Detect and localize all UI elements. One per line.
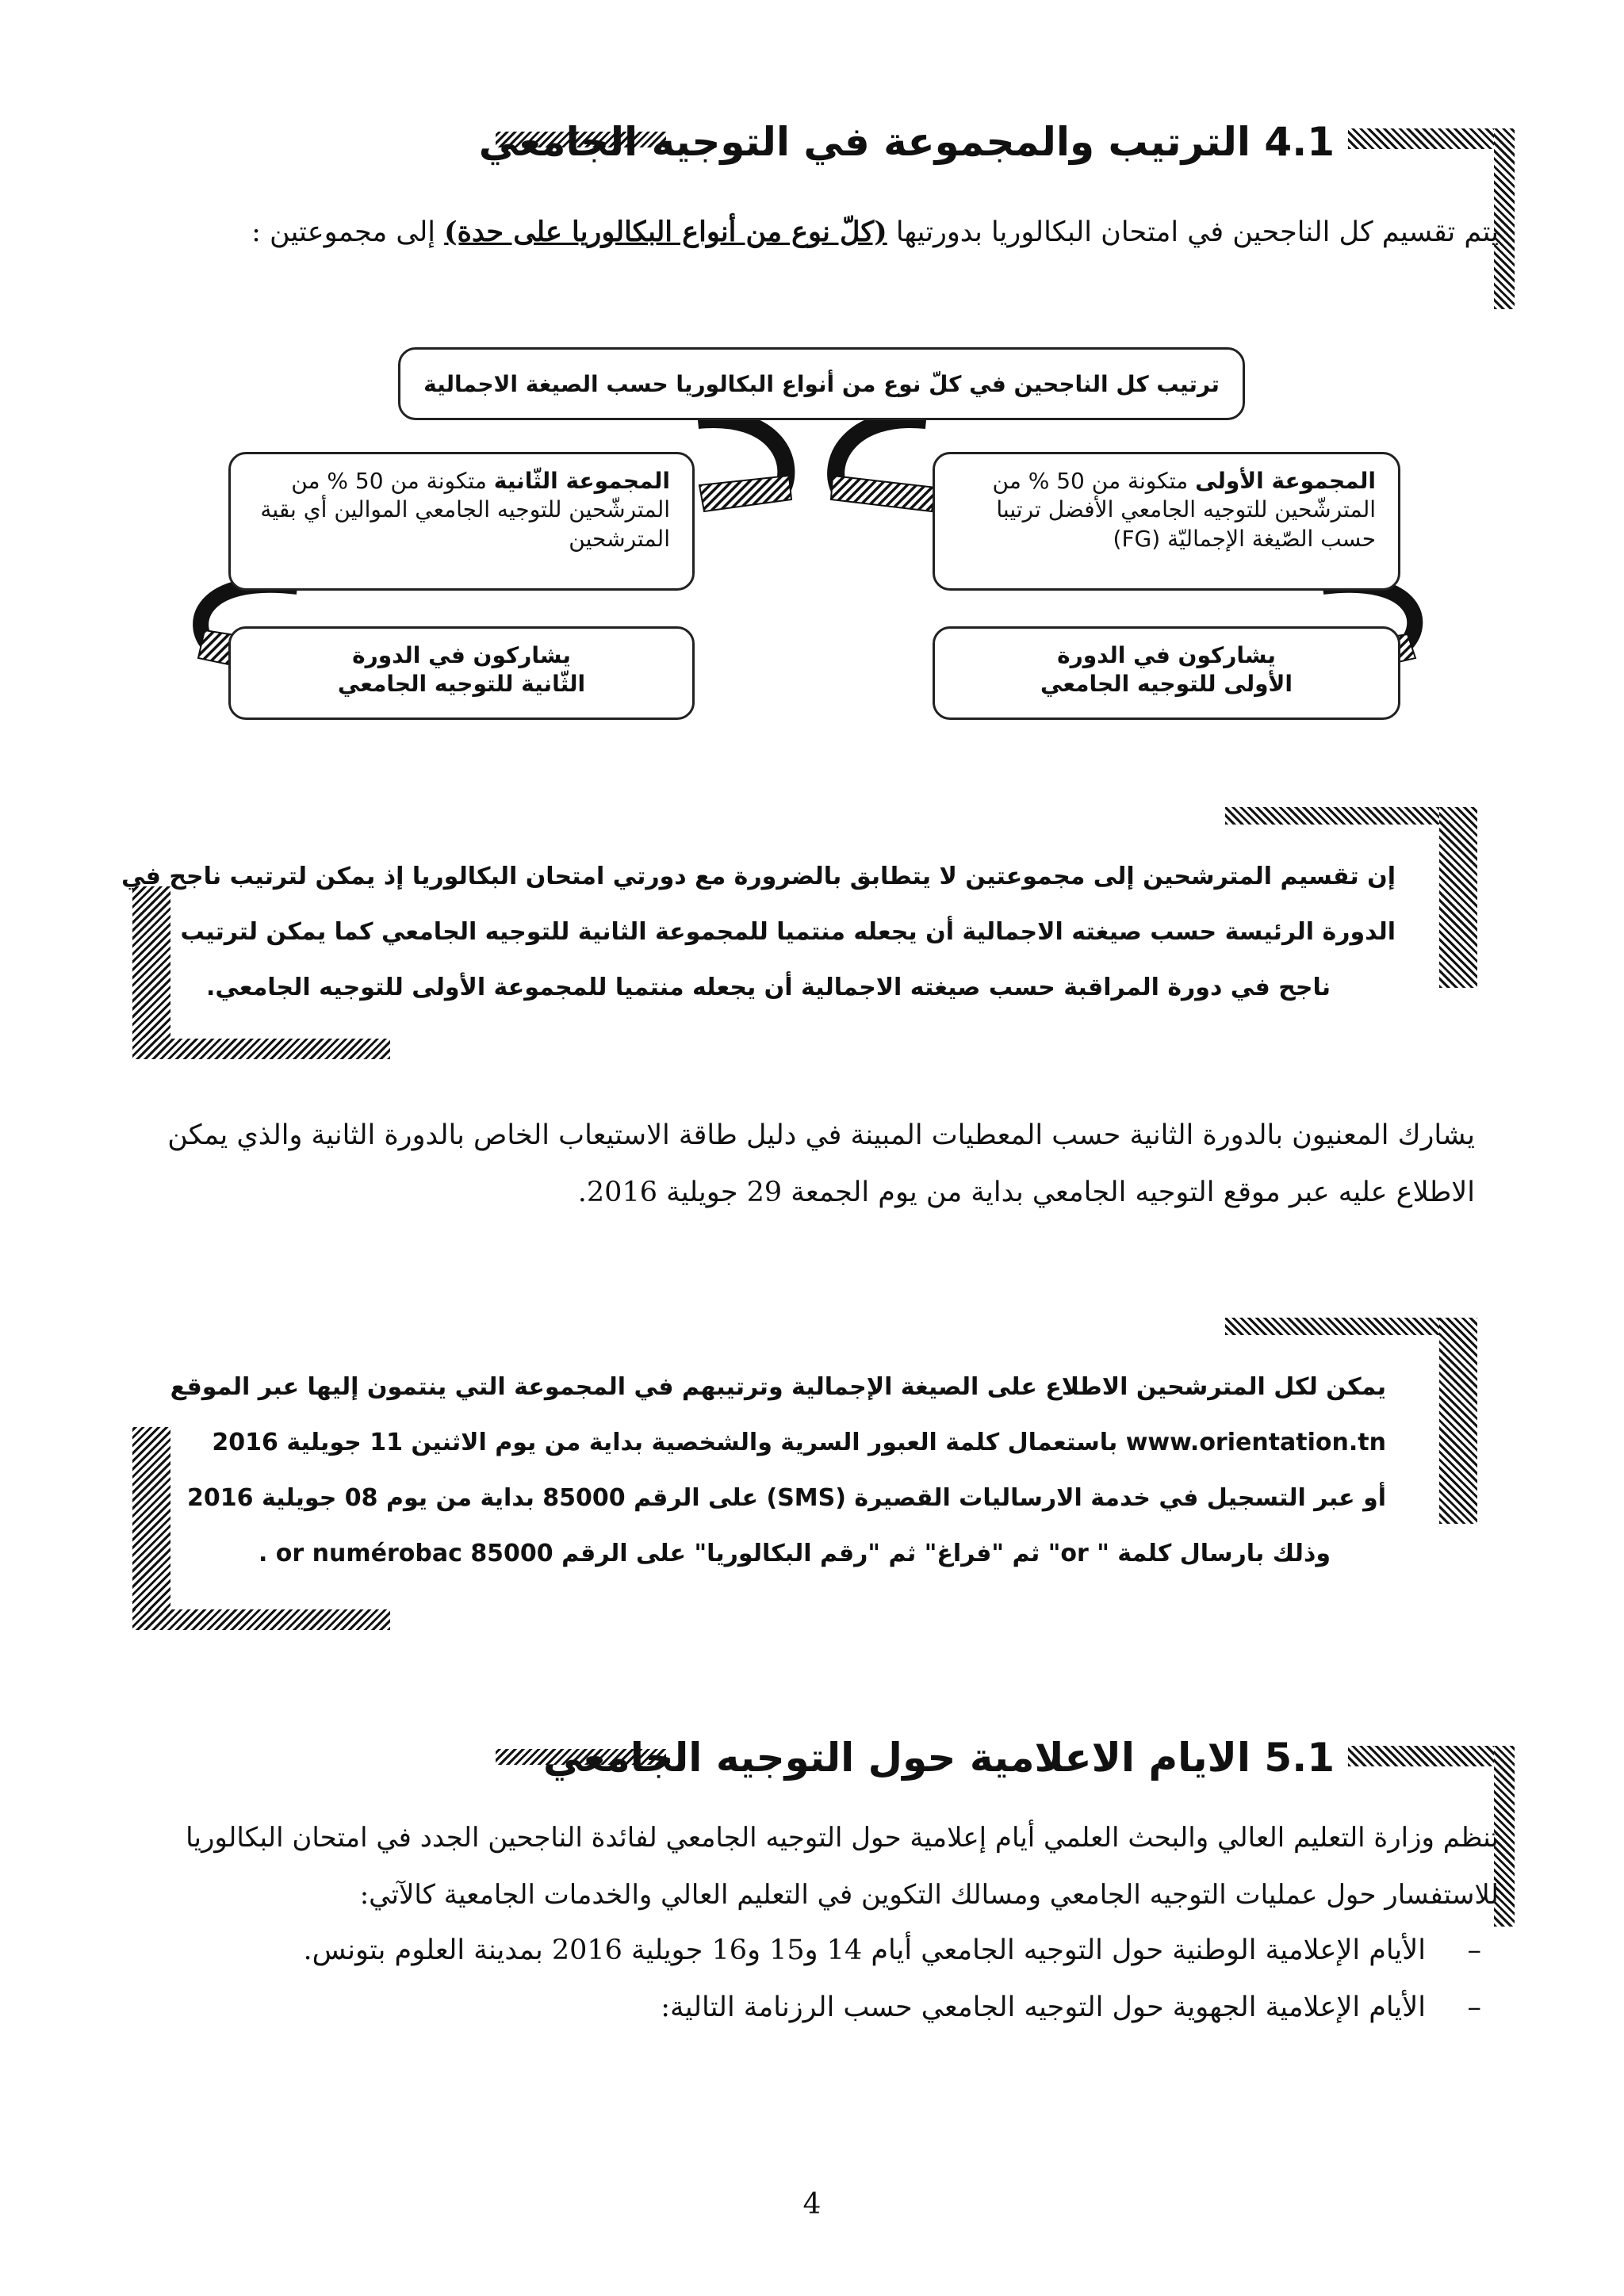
- note1-frame-left: [132, 886, 170, 1059]
- para2-line2: الاطلاع عليه عبر موقع التوجيه الجامعي بداية من يوم الجمعة 29 جويلية 2016.: [577, 1177, 1475, 1208]
- intro-start: يتم تقسيم كل الناجحين في امتحان البكالوريا بدورتيها: [887, 216, 1499, 248]
- group2-text: [231, 454, 692, 566]
- session2-line1: يشاركون في الدورة: [352, 642, 571, 668]
- bullet2-text: الأيام الإعلامية الجهوية حول التوجيه الجامعي حسب الرزنامة التالية:: [661, 1992, 1426, 2023]
- bullet1-marker: –: [1467, 1934, 1481, 1966]
- page-number: 4: [802, 2188, 822, 2221]
- arrow-to-group2-head: [699, 476, 791, 511]
- group1-box: [933, 452, 1400, 591]
- session2-box: [228, 626, 695, 720]
- note2-line4: وذلك بارسال كلمة " or" ثم "فراغ" ثم "رقم البكالوريا" على الرقم 85000 or numérobac .: [258, 1540, 1331, 1567]
- diagram-top-box: [398, 347, 1245, 420]
- top-box-text: ترتيب كل الناجحين في كلّ نوع من أنواع البكالوريا حسب الصيغة الاجمالية: [423, 371, 1220, 397]
- session2-text: [231, 629, 692, 712]
- note2-frame-right: [1439, 1318, 1477, 1524]
- session2-line2: الثّانية للتوجيه الجامعي: [337, 671, 586, 698]
- section-51-title: 5.1 الايام الاعلامية حول التوجيه الجامعي: [542, 1735, 1335, 1781]
- title51-decoration-right: [1348, 1746, 1515, 1766]
- bullet2-marker: –: [1467, 1992, 1481, 2023]
- group2-description: متكونة من 50 % من المترشّحين للتوجيه الجامعي الموالين أي بقية المترشحين: [260, 468, 670, 552]
- note2-frame-left: [132, 1427, 170, 1629]
- note1-frame-bottom: [132, 1039, 390, 1059]
- note2-line3: أو عبر التسجيل في خدمة الارساليات القصيرة (SMS) على الرقم 85000 بداية من يوم 08 جويلية 2016: [187, 1484, 1386, 1512]
- note2-line1: يمكن لكل المترشحين الاطلاع على الصيغة الإجمالية وترتيبهم في المجموعة التي ينتمون إليها عبر الموقع: [170, 1373, 1386, 1401]
- note2-frame-bottom: [132, 1609, 390, 1630]
- intro-end: إلى مجموعتين :: [251, 216, 445, 248]
- session1-line2: الأولى للتوجيه الجامعي: [1040, 671, 1293, 698]
- group2-box: [228, 452, 695, 591]
- note1-line3: ناجح في دورة المراقبة حسب صيغته الاجمالية أن يجعله منتميا للمجموعة الأولى للتوجيه الجامعي.: [206, 974, 1331, 1001]
- note1-line2: الدورة الرئيسة حسب صيغته الاجمالية أن يجعله منتميا للمجموعة الثانية للتوجيه الجامعي كما يمكن لترتيب: [180, 918, 1396, 946]
- group2-title: المجموعة الثّانية: [493, 468, 670, 494]
- section-51-line2: للاستفسار حول عمليات التوجيه الجامعي ومسالك التكوين في التعليم العالي والخدمات الجامعية كالآتي:: [359, 1879, 1499, 1911]
- arrow-to-group1-head: [831, 476, 936, 511]
- section-41-title: 4.1 الترتيب والمجموعة في التوجيه الجامعي: [478, 119, 1335, 165]
- intro-underlined: (كلّ نوع من أنواع البكالوريا على حدة): [444, 216, 887, 248]
- group1-title: المجموعة الأولى: [1195, 468, 1376, 494]
- session1-text: [935, 629, 1398, 712]
- note2-line2: www.orientation.tn باستعمال كلمة العبور السرية والشخصية بداية من يوم الاثنين 11 جويلية 2016: [212, 1429, 1386, 1456]
- group1-description: متكونة من 50 % من المترشّحين للتوجيه الجامعي الأفضل ترتيبا حسب الصّيغة الإجماليّة (FG): [992, 468, 1376, 552]
- group1-text: [935, 454, 1398, 566]
- para2-line1: يشارك المعنيون بالدورة الثانية حسب المعطيات المبينة في دليل طاقة الاستيعاب الخاص بالدورة الثانية والذي يمكن: [167, 1119, 1475, 1151]
- note1-frame-right: [1439, 807, 1477, 988]
- section-51-line1: تنظم وزارة التعليم العالي والبحث العلمي أيام إعلامية حول التوجيه الجامعي لفائدة الناجحين الجدد في امتحان البكالوريا: [186, 1822, 1499, 1854]
- bullet1-text: الأيام الإعلامية الوطنية حول التوجيه الجامعي أيام 14 و15 و16 جويلية 2016 بمدينة العلوم بتونس.: [303, 1934, 1426, 1966]
- note1-line1: إن تقسيم المترشحين إلى مجموعتين لا يتطابق بالضرورة مع دورتي امتحان البكالوريا إذ يمكن لترتيب ناجح في: [121, 863, 1396, 890]
- session1-line1: يشاركون في الدورة: [1057, 642, 1276, 668]
- session1-box: [933, 626, 1400, 720]
